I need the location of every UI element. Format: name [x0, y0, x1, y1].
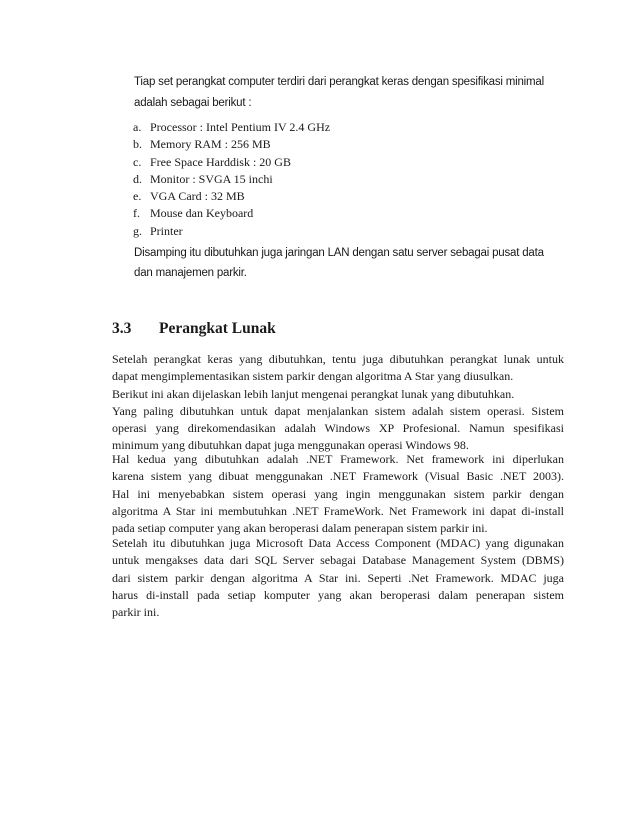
- paragraph-line: Yang paling dibutuhkan untuk dapat menjalankan sistem adalah sistem operasi. Sistem: [112, 403, 564, 418]
- intro-line: Tiap set perangkat computer terdiri dari perangkat keras dengan spesifikasi minimal: [134, 76, 544, 88]
- paragraph-mdac: [112, 535, 564, 621]
- list-item: [133, 188, 563, 205]
- section-title: Perangkat Lunak: [159, 320, 276, 337]
- list-item: [133, 223, 563, 240]
- paragraph-line: Hal kedua yang dibutuhkan adalah .NET Framework. Net framework ini diperlukan: [112, 452, 564, 466]
- list-item: [133, 171, 563, 188]
- outro-line: Disamping itu dibutuhkan juga jaringan LAN dengan satu server sebagai pusat data: [134, 247, 544, 259]
- list-item: [133, 205, 563, 222]
- hardware-list: [133, 119, 563, 240]
- list-marker: a.: [133, 120, 142, 134]
- paragraph-line: parkir ini.: [112, 605, 160, 620]
- paragraph-line: Hal ini menyebabkan sistem operasi yang ingin menggunakan sistem parkir dengan: [112, 486, 564, 501]
- section-number: 3.3: [112, 320, 132, 337]
- paragraph-line: dari sistem parkir dengan algoritma A Star ini. Seperti .Net Framework. MDAC juga: [112, 570, 564, 585]
- list-item-text: Memory RAM : 256 MB: [150, 137, 271, 152]
- list-marker: g.: [133, 223, 142, 238]
- list-item: [133, 136, 563, 153]
- outro-paragraph: [134, 243, 574, 283]
- paragraph-line: operasi yang direkomendasikan adalah Windows XP Profesional. Namun spesifikasi: [112, 421, 564, 436]
- paragraph-line: Setelah perangkat keras yang dibutuhkan, tentu juga dibutuhkan perangkat lunak untuk: [112, 352, 564, 366]
- intro-paragraph: [134, 72, 574, 114]
- list-item: [133, 154, 563, 171]
- list-item-text: VGA Card : 32 MB: [150, 189, 245, 204]
- list-marker: e.: [133, 189, 142, 204]
- paragraph-line: algoritma A Star ini membutuhkan .NET FrameWork. Net Framework ini dapat di-install: [112, 503, 564, 518]
- paragraph-net-framework: [112, 451, 564, 537]
- paragraph-line: Berikut ini akan dijelaskan lebih lanjut mengenai perangkat lunak yang dibutuhkan.: [112, 386, 515, 401]
- list-marker: c.: [133, 154, 142, 169]
- list-item-text: Mouse dan Keyboard: [150, 206, 254, 221]
- paragraph-line: pada setiap computer yang akan beroperasi dalam penerapan sistem parkir ini.: [112, 521, 488, 536]
- list-item-text: Processor : Intel Pentium IV 2.4 GHz: [150, 120, 331, 134]
- paragraph-line: Setelah itu dibutuhkan juga Microsoft Data Access Component (MDAC) yang digunakan: [112, 536, 564, 550]
- section-heading: [112, 320, 276, 338]
- intro-line: adalah sebagai berikut :: [134, 97, 252, 109]
- list-item-text: Printer: [150, 223, 183, 238]
- list-item-text: Monitor : SVGA 15 inchi: [150, 171, 273, 186]
- paragraph-line: dapat mengimplementasikan sistem parkir dengan algoritma A Star yang diusulkan.: [112, 369, 514, 384]
- paragraph-line: harus di-install pada setiap komputer yang akan beroperasi dalam penerapan sistem: [112, 587, 564, 602]
- list-item: [133, 119, 563, 136]
- list-marker: d.: [133, 171, 142, 186]
- list-marker: f.: [133, 206, 140, 221]
- paragraph-line: untuk mengakses data dari SQL Server sebagai Database Management System (DBMS): [112, 553, 564, 568]
- paragraph-line: karena sistem yang dibuat menggunakan .NET Framework (Visual Basic .NET 2003).: [112, 469, 564, 484]
- paragraph-software-intro: [112, 351, 564, 455]
- list-marker: b.: [133, 137, 142, 152]
- list-item-text: Free Space Harddisk : 20 GB: [150, 154, 291, 169]
- outro-line: dan manajemen parkir.: [134, 267, 247, 279]
- paragraph-line: minimum yang dibutuhkan dapat juga menggunakan operasi Windows 98.: [112, 438, 469, 453]
